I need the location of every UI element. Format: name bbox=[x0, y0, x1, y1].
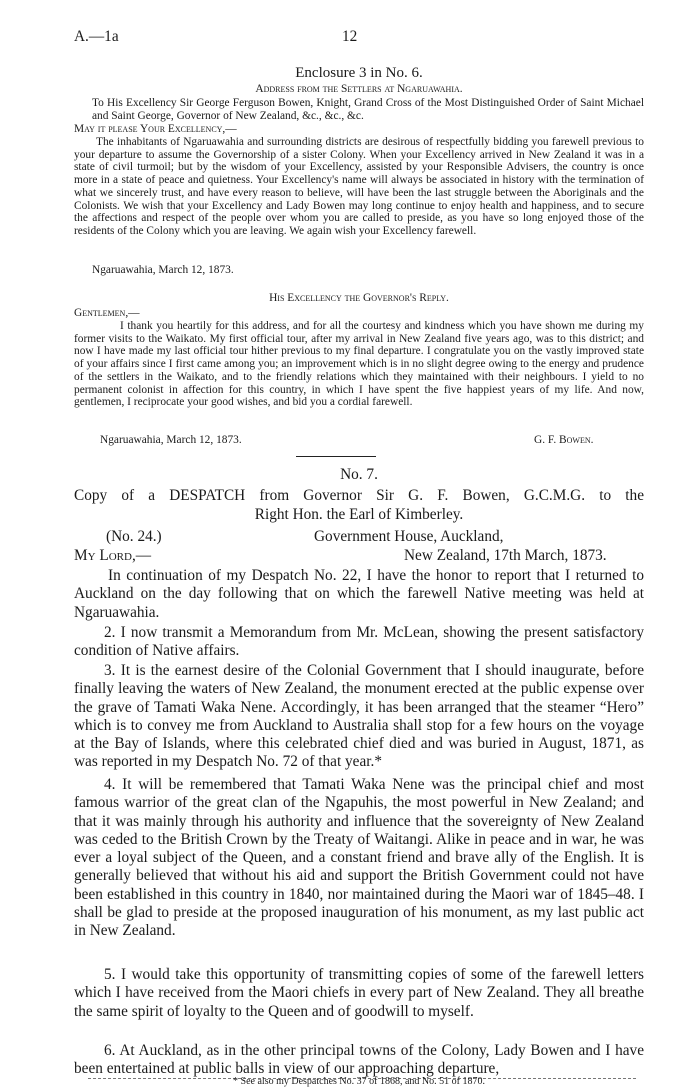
reply-body: I thank you heartily for this address, and for all the courtesy and kindness which you have shown me during my former visits to the Waikato. My first official tour, after my arrival in New Zealand five years ago, was to this district; and now I have made my last official tour hither previous to my final departure. I congratulate you on the vastly improved state of your affairs since I first came among you; an improvement which is in no slight degree owing to the energy and prudence of the settlers in the Waikato, and to the friendly relations which they maintained with their neighbours. I yield to no permanent colonist in affection for this country, in which I have spent the five happiest years of my life. And now, gentlemen, I reciprocate your good wishes, and bid you a cordial farewell. bbox=[74, 320, 644, 409]
despatch-number: No. 7. bbox=[340, 466, 378, 483]
address-salutation: May it please Your Excellency,— bbox=[74, 123, 237, 135]
reply-salutation: Gentlemen,— bbox=[74, 307, 140, 319]
address-place-date: Ngaruawahia, March 12, 1873. bbox=[92, 264, 234, 276]
despatch-title-line1: Copy of a DESPATCH from Governor Sir G. F. Bowen, G.C.M.G. to the bbox=[74, 487, 644, 504]
document-reference: A.—1a bbox=[74, 28, 119, 45]
page-number: 12 bbox=[342, 28, 358, 45]
despatch-paragraph-2: 2. I now transmit a Memorandum from Mr. McLean, showing the present satisfactory condition of Native affairs. bbox=[74, 624, 644, 660]
despatch-paragraph-3: 3. It is the earnest desire of the Colonial Government that I should inaugurate, before finally leaving the waters of New Zealand, the monument erected at the public expense over the grave of Tamati Waka Nene. Accordingly, it has been arranged that the steamer “Hero” which is to convey me from Auckland to Australia shall stop for a few hours on the voyage at the Bay of Islands, where this celebrated chief died and was buried in August, 1871, as was reported in my Despatch No. 72 of that year.* bbox=[74, 662, 644, 771]
despatch-address-line2: New Zealand, 17th March, 1873. bbox=[404, 547, 607, 564]
despatch-ref-number: (No. 24.) bbox=[106, 528, 162, 545]
despatch-salutation: My Lord,— bbox=[74, 547, 152, 564]
despatch-paragraph-1: In continuation of my Despatch No. 22, I have the honor to report that I returned to Auckland on the day following that on which the farewell Native meeting was held at Ngaruawahia. bbox=[74, 567, 644, 621]
despatch-address-line1: Government House, Auckland, bbox=[314, 528, 504, 545]
reply-signature: G. F. Bowen. bbox=[534, 434, 594, 446]
section-divider bbox=[296, 456, 376, 457]
address-recipient: To His Excellency Sir George Ferguson Bowen, Knight, Grand Cross of the Most Distinguished Order of Saint Michael and Saint George, Governor of New Zealand, &c., &c., &c. bbox=[92, 97, 644, 122]
despatch-paragraph-4: 4. It will be remembered that Tamati Waka Nene was the principal chief and most famous warrior of the great clan of the Ngapuhis, the most powerful in New Zealand; and that it was mainly through his authority and influence that the sovereignty of New Zealand was ceded to the British Crown by the Treaty of Waitangi. Alike in peace and in war, he was ever a loyal subject of the Queen, and a constant friend and brave ally of the English. It is generally believed that without his aid and support the British Government could not have been established in this country in 1840, nor maintained during the Maori war of 1845–48. I shall be glad to preside at the proposed inauguration of his monument, as my last public act in New Zealand. bbox=[74, 776, 644, 940]
footnote: * See also my Despatches No. 37 of 1868, and No. 51 of 1870. bbox=[233, 1076, 485, 1087]
reply-title: His Excellency the Governor's Reply. bbox=[269, 292, 449, 304]
despatch-title-line2: Right Hon. the Earl of Kimberley. bbox=[254, 506, 464, 523]
despatch-paragraph-5: 5. I would take this opportunity of transmitting copies of some of the farewell letters which I have received from the Maori chiefs in every part of New Zealand. They all breathe the same spirit of loyalty to the Queen and of goodwill to myself. bbox=[74, 966, 644, 1020]
address-body: The inhabitants of Ngaruawahia and surrounding districts are desirous of respectfully bidding you farewell previous to your departure to assume the Governorship of a sister Colony. When your Excellency arrived in New Zealand it was in a state of civil turmoil; but by the wisdom of your Excellency, assisted by your Responsible Advisers, the country is once more in a state of peace and quietness. Your Excellency's name will always be associated in history with the termination of what we sincerely trust, and have every reason to believe, will have been the last struggle between the Aboriginals and the Colonists. We wish that your Excellency and Lady Bowen may long continue to enjoy health and happiness, and to secure the affections and respect of the people over whom you are called to preside, as you have so long enjoyed those of the residents of the Colony which you are leaving. We again wish your Excellency farewell. bbox=[74, 136, 644, 237]
reply-place-date: Ngaruawahia, March 12, 1873. bbox=[100, 434, 242, 446]
enclosure-heading: Enclosure 3 in No. 6. bbox=[295, 65, 423, 81]
despatch-paragraph-6: 6. At Auckland, as in the other principal towns of the Colony, Lady Bowen and I have been entertained at public balls in view of our approaching departure, bbox=[74, 1042, 644, 1078]
address-title: Address from the Settlers at Ngaruawahia. bbox=[255, 83, 463, 95]
